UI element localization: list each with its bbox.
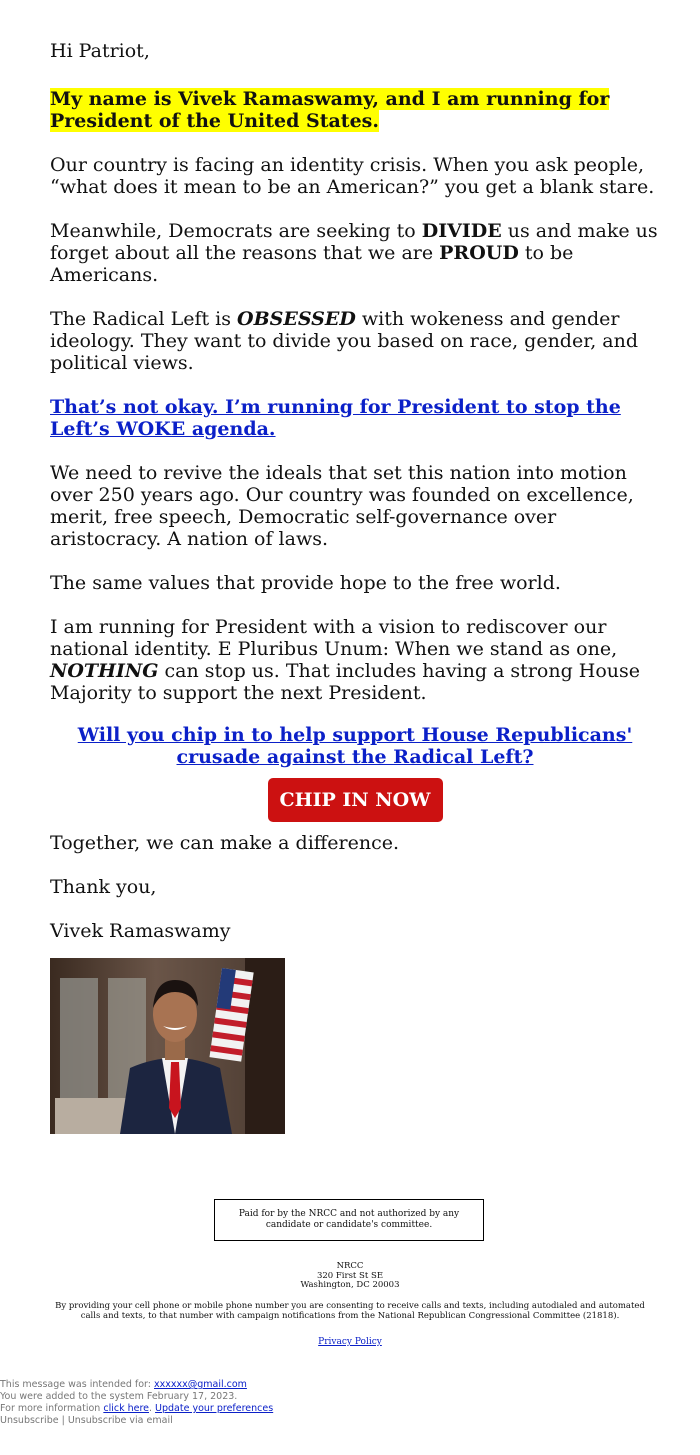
emphasis-proud: PROUD	[439, 242, 519, 264]
mailing-address	[0, 1262, 700, 1291]
address-org: NRCC	[336, 1261, 364, 1271]
paragraph-divide	[50, 220, 660, 286]
link-paragraph-chip-in	[50, 724, 660, 768]
candidate-photo	[50, 958, 660, 1134]
click-here-link[interactable]: click here	[103, 1403, 149, 1414]
woke-agenda-link[interactable]: That’s not okay. I’m running for President to stop the Left’s WOKE agenda.	[50, 396, 621, 440]
footer-intended-prefix: This message was intended for:	[0, 1379, 154, 1390]
paid-for-disclaimer: Paid for by the NRCC and not authorized by any candidate or candidate's committee.	[238, 1209, 460, 1230]
paragraph-obsessed-text-b: with wokeness and gender ideology. They want to divide you based on race, gender, and political views.	[50, 308, 639, 374]
footer-intended-line	[0, 1379, 273, 1391]
paragraph-obsessed-text-a: The Radical Left is	[50, 308, 238, 330]
email-footer	[0, 1379, 273, 1427]
paragraph-obsessed	[50, 308, 660, 374]
paid-for-disclaimer-box	[214, 1199, 484, 1241]
address-street: 320 First St SE	[316, 1270, 384, 1281]
sms-consent-notice: By providing your cell phone or mobile phone number you are consenting to receive calls and texts, including autodialed and automated calls and texts, to that number with campaign notifications from the National Republican Congressional Committee (21818).	[55, 1301, 645, 1321]
footer-more-prefix: For more information	[0, 1403, 104, 1414]
paragraph-vision	[50, 616, 660, 704]
candidate-portrait-image	[50, 958, 285, 1134]
privacy-policy-link[interactable]: Privacy Policy	[318, 1337, 382, 1347]
paragraph-values: The same values that provide hope to the free world.	[50, 572, 561, 594]
paragraph-divide-text-b: us and make us forget about all the reasons that we are	[50, 220, 658, 264]
paragraph-vision-text-b: can stop us. That includes having a strong House Majority to support the next President.	[50, 660, 641, 704]
footer-pipe: |	[58, 1415, 68, 1426]
paragraph-vision-text-a: I am running for President with a vision to rediscover our national identity. E Pluribus Unum: When we stand as one,	[50, 616, 618, 660]
recipient-email-link[interactable]: xxxxxx@gmail.com	[154, 1379, 247, 1390]
unsubscribe-via-email-link[interactable]: Unsubscribe via email	[67, 1415, 173, 1426]
paragraph-divide-text-c: to be Americans.	[50, 242, 574, 286]
footer-more-info-line	[0, 1403, 273, 1415]
intro-highlight: My name is Vivek Ramaswamy, and I am running for President of the United States.	[50, 88, 610, 132]
emphasis-divide: DIVIDE	[421, 220, 502, 242]
chip-in-now-button[interactable]: CHIP IN NOW	[268, 778, 443, 822]
paragraph-divide-text-a: Meanwhile, Democrats are seeking to	[50, 220, 422, 242]
footer-unsubscribe-line	[0, 1415, 273, 1427]
closing-thank-you: Thank you,	[50, 876, 157, 898]
paragraph-ideals: We need to revive the ideals that set this nation into motion over 250 years ago. Our country was founded on excellence, merit, free speech, Democratic self-governance over aristocracy. A nation of laws.	[50, 462, 634, 550]
signature-name: Vivek Ramaswamy	[50, 920, 231, 942]
footer-separator: .	[149, 1403, 156, 1414]
support-house-republicans-link[interactable]: Will you chip in to help support House Republicans' crusade against the Radical Left?	[77, 724, 633, 768]
unsubscribe-link[interactable]: Unsubscribe	[0, 1415, 59, 1426]
footer-added-line: You were added to the system February 17, 2023.	[0, 1391, 238, 1402]
greeting: Hi Patriot,	[50, 40, 150, 62]
address-city: Washington, DC 20003	[300, 1280, 400, 1290]
email-body	[50, 40, 660, 1134]
emphasis-obsessed: OBSESSED	[237, 308, 356, 330]
emphasis-nothing: NOTHING	[50, 660, 159, 682]
paragraph-identity-crisis: Our country is facing an identity crisis. When you ask people, “what does it mean to be an American?” you get a blank stare.	[50, 154, 655, 198]
privacy-row	[0, 1337, 700, 1347]
intro-paragraph	[50, 88, 660, 132]
button-row	[50, 778, 660, 822]
link-paragraph-woke	[50, 396, 660, 440]
closing-together: Together, we can make a difference.	[50, 832, 400, 854]
update-preferences-link[interactable]: Update your preferences	[155, 1403, 274, 1414]
